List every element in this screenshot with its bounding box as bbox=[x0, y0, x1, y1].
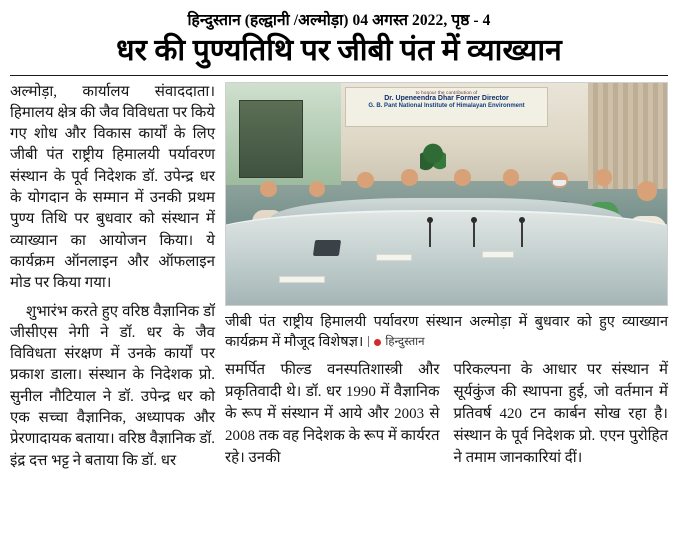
photo-papers bbox=[482, 251, 514, 258]
photo-person-head bbox=[454, 169, 471, 186]
photo-microphone bbox=[473, 221, 475, 247]
page-title: धर की पुण्यतिथि पर जीबी पंत में व्याख्यान bbox=[116, 34, 562, 67]
photo-caption bbox=[225, 312, 668, 352]
photo-banner-line2: Dr. Upeneendra Dhar Former Director bbox=[384, 94, 509, 102]
photo-person-head bbox=[309, 181, 326, 198]
photo-credit bbox=[374, 335, 424, 351]
article-photo bbox=[225, 82, 668, 307]
photo-person-head bbox=[503, 169, 520, 186]
photo-credit-label: हिन्दुस्तान bbox=[385, 335, 425, 348]
hindustan-logo-icon bbox=[374, 339, 381, 346]
photo-microphone bbox=[521, 221, 523, 247]
paragraph-3: समर्पित फील्ड वनस्पतिशास्त्री और प्रकृतिवादी थे। डॉ. धर 1990 में वैज्ञानिक के रूप में संस्थान में आये और 2003 से 2008 तक वह निदेशक के रूप में कार्यरत रहे। उनकी bbox=[225, 362, 440, 466]
lower-column-right bbox=[454, 360, 669, 476]
photo-banner-line3: G. B. Pant National Institute of Himalayan Environment bbox=[368, 102, 525, 109]
article-body bbox=[10, 82, 668, 477]
photo-person-head bbox=[357, 172, 374, 189]
masthead: हिन्दुस्तान (हल्द्वानी /अल्मोड़ा) 04 अगस्त 2022, पृष्ठ - 4 bbox=[187, 12, 491, 29]
photo-papers bbox=[279, 276, 325, 283]
photo-person-head bbox=[551, 172, 568, 189]
lower-column-left bbox=[225, 360, 440, 476]
left-column bbox=[10, 82, 215, 477]
photo-caption-text: जीबी पंत राष्ट्रीय हिमालयी पर्यावरण संस्थान अल्मोड़ा में बुधवार को हुए व्याख्यान कार्यक्रम में मौजूद विशेषज्ञ। bbox=[225, 314, 668, 351]
photo-door bbox=[239, 100, 303, 178]
photo-papers bbox=[376, 254, 412, 261]
right-column bbox=[225, 82, 668, 477]
photo-person-head bbox=[401, 169, 418, 186]
paragraph-2: शुभारंभ करते हुए वरिष्ठ वैज्ञानिक डॉ जीसीएस नेगी ने डॉ. धर के जैव विविधता संरक्षण में उनके कार्यों पर प्रकाश डाला। संस्थान के निदेशक प्रो. सुनील नौटियाल ने डॉ. उपेन्द्र धर को एक सच्चा वैज्ञानिक, अध्यापक और प्रेरणादायक बताया। वरिष्ठ वैज्ञानिक डॉ. इंद्र दत्त भट्ट ने बताया कि डॉ. धर bbox=[10, 303, 215, 469]
photo-laptop bbox=[313, 240, 341, 256]
photo-banner-line1: to honour the contribution of bbox=[415, 89, 478, 95]
lower-columns bbox=[225, 360, 668, 476]
photo-person-head bbox=[637, 181, 658, 202]
photo-banner bbox=[345, 87, 548, 127]
header-divider bbox=[10, 75, 668, 76]
dateline-paragraph: अल्मोड़ा, कार्यालय संवाददाता। हिमालय क्षेत्र की जैव विविधता पर किये गए शोध और विकास कार्यों के लिए जीबी पंत राष्ट्रीय हिमालयी पर्यावरण संस्थान के पूर्व निदेशक डॉ. उपेन्द्र धर के योगदान के सम्मान में उनकी प्रथम पुण्य तिथि पर बुधवार को संस्थान में व्याख्यान का आयोजन किया। ये कार्यक्रम ऑनलाइन और ऑफलाइन मोड पर किया गया। bbox=[10, 83, 215, 292]
photo-table-near bbox=[225, 210, 668, 306]
paragraph-4: परिकल्पना के आधार पर संस्थान में सूर्यकुंज की स्थापना हुई, जो वर्तमान में प्रतिवर्ष 420 टन कार्बन सोख रहा है। संस्थान के पूर्व निदेशक प्रो. एएन पुरोहित ने तमाम जानकारियां दीं। bbox=[453, 362, 668, 466]
photo-microphone bbox=[429, 221, 431, 247]
photo-person-head bbox=[260, 181, 277, 198]
caption-separator bbox=[368, 336, 369, 347]
photo-person-head bbox=[595, 169, 612, 186]
